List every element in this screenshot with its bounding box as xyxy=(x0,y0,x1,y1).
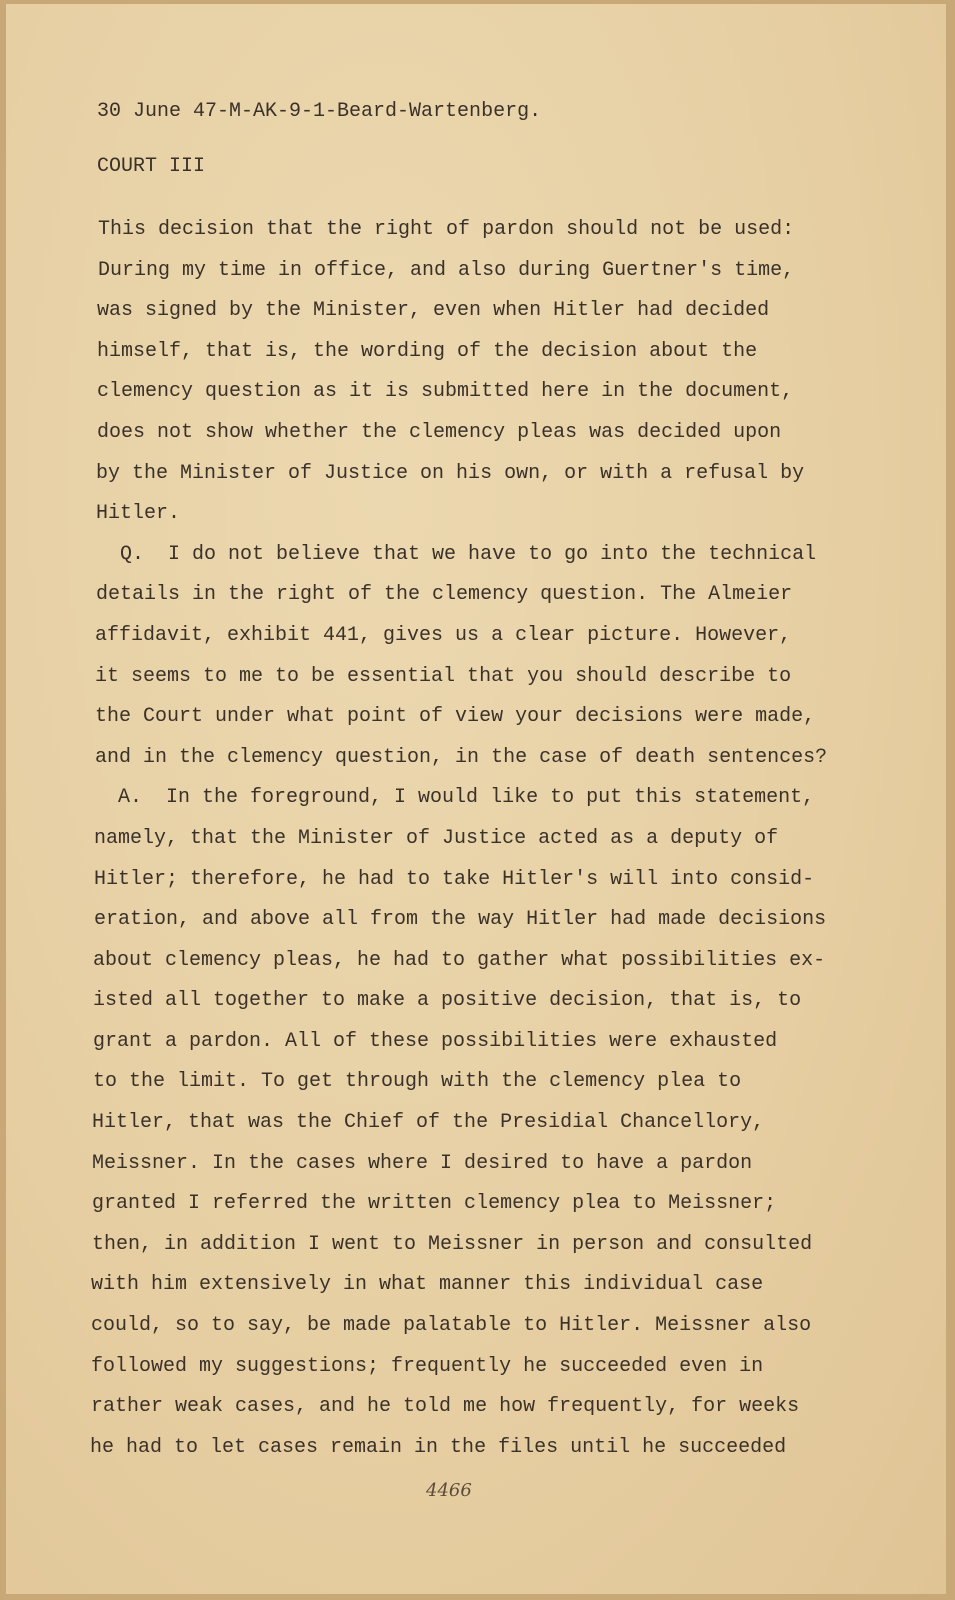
text-line: affidavit, exhibit 441, gives us a clear picture. However, xyxy=(95,623,792,647)
document-body xyxy=(90,218,828,1476)
text-line: followed my suggestions; frequently he succeeded even in xyxy=(91,1354,764,1378)
text-line: rather weak cases, and he told me how frequently, for weeks xyxy=(91,1395,800,1419)
page-number: 4466 xyxy=(426,1480,472,1501)
text-line: it seems to me to be essential that you should describe to xyxy=(95,664,792,688)
text-line: does not show whether the clemency pleas was decided upon xyxy=(97,420,782,444)
text-line: to the limit. To get through with the clemency plea to xyxy=(93,1070,742,1094)
text-line: could, so to say, be made palatable to Hitler. Meissner also xyxy=(91,1314,812,1338)
text-line: isted all together to make a positive decision, that is, to xyxy=(93,989,802,1013)
text-line: clemency question as it is submitted here in the document, xyxy=(97,380,794,404)
text-line: details in the right of the clemency question. The Almeier xyxy=(96,583,793,607)
text-line: Meissner. In the cases where I desired to have a pardon xyxy=(92,1151,753,1175)
text-line: by the Minister of Justice on his own, or with a refusal by xyxy=(96,461,805,485)
text-line: about clemency pleas, he had to gather what possibilities ex- xyxy=(93,948,826,972)
court-heading: COURT III xyxy=(97,155,206,178)
text-line: he had to let cases remain in the files until he succeeded xyxy=(90,1435,787,1459)
document-page xyxy=(6,4,946,1594)
text-line: was signed by the Minister, even when Hitler had decided xyxy=(97,299,770,323)
text-line: the Court under what point of view your decisions were made, xyxy=(95,705,816,729)
text-line: eration, and above all from the way Hitler had made decisions xyxy=(94,908,827,932)
text-line: granted I referred the written clemency plea to Meissner; xyxy=(92,1192,777,1216)
text-line: namely, that the Minister of Justice acted as a deputy of xyxy=(94,826,779,850)
text-line: grant a pardon. All of these possibilities were exhausted xyxy=(93,1029,778,1053)
text-line: During my time in office, and also during Guertner's time, xyxy=(98,258,795,282)
text-line: This decision that the right of pardon should not be used: xyxy=(98,218,795,241)
text-line: Q. I do not believe that we have to go into the technical xyxy=(96,542,817,566)
text-line: then, in addition I went to Meissner in person and consulted xyxy=(92,1232,813,1256)
text-line: A. In the foreground, I would like to put this statement, xyxy=(94,786,815,810)
text-line: Hitler. xyxy=(96,502,181,526)
text-line: himself, that is, the wording of the decision about the xyxy=(97,339,758,363)
text-line: Hitler; therefore, he had to take Hitler's will into consid- xyxy=(94,867,815,891)
text-line: with him extensively in what manner this individual case xyxy=(91,1273,764,1297)
text-line: Hitler, that was the Chief of the Presidial Chancellory, xyxy=(92,1111,765,1135)
text-line: and in the clemency question, in the case of death sentences? xyxy=(95,745,828,769)
document-reference: 30 June 47-M-AK-9-1-Beard-Wartenberg. xyxy=(97,100,542,123)
